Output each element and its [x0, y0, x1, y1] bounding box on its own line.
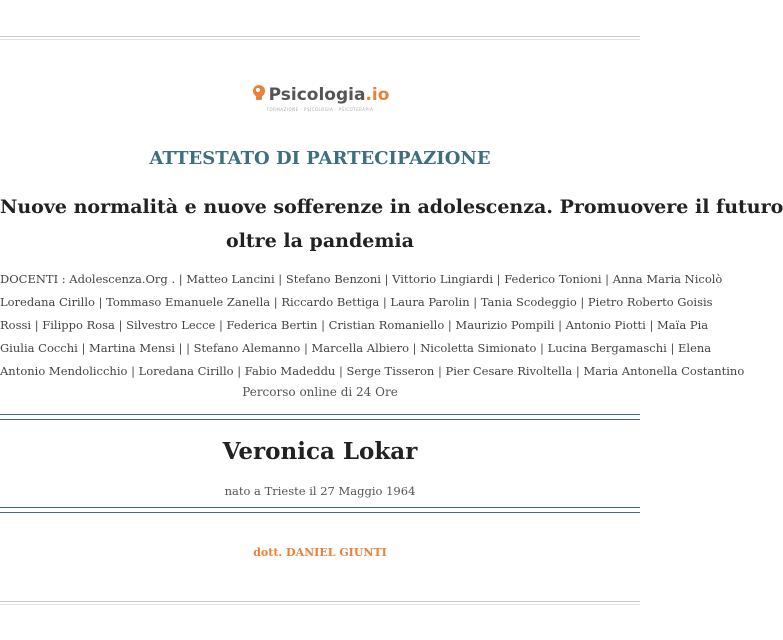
speakers-line: Rossi | Filippo Rosa | Silvestro Lecce | Federica Bertin | Cristian Romaniello | Maurizio Pompili | Antonio Piotti | Maïa Pia — [0, 318, 709, 332]
participant-birth: nato a Trieste il 27 Maggio 1964 — [224, 484, 416, 498]
lightbulb-head-icon — [251, 84, 267, 106]
speakers-list — [0, 268, 745, 383]
course-format: Percorso online di 24 Ore — [242, 385, 398, 399]
speakers-line: Antonio Mendolicchio | Loredana Cirillo | Fabio Madeddu | Serge Tisseron | Pier Cesare Rivoltella | Maria Antonella Costantino — [0, 364, 745, 378]
divider-lower — [0, 507, 640, 513]
speakers-line: Giulia Cocchi | Martina Mensi | | Stefano Alemanno | Marcella Albiero | Nicoletta Simionato | Lucina Bergamaschi | Elena — [0, 341, 712, 355]
top-border — [0, 36, 640, 37]
director-signature: dott. DANIEL GIUNTI — [253, 546, 387, 559]
divider-upper — [0, 414, 640, 420]
top-border-inner — [0, 39, 640, 40]
brand-tagline: FORMAZIONE · PSICOLOGIA · PSICOTERAPIA — [266, 107, 374, 112]
participant-name: Veronica Lokar — [222, 438, 418, 465]
certificate-title: ATTESTATO DI PARTECIPAZIONE — [149, 148, 491, 169]
speakers-line: DOCENTI : Adolescenza.Org . | Matteo Lancini | Stefano Benzoni | Vittorio Lingiardi | Federico Tonioni | Anna Maria Nicolò — [0, 272, 723, 286]
speakers-line: Loredana Cirillo | Tommaso Emanuele Zanella | Riccardo Bettiga | Laura Parolin | Tania Scodeggio | Pietro Roberto Goisis — [0, 295, 713, 309]
bottom-border-inner — [0, 604, 640, 605]
course-title-line2: oltre la pandemia — [226, 230, 414, 252]
brand-name: Psicologia.io — [268, 85, 390, 105]
course-title-line1: Nuove normalità e nuove sofferenze in adolescenza. Promuovere il futuro — [0, 196, 783, 218]
brand-logo — [0, 84, 640, 112]
bottom-border — [0, 601, 640, 602]
